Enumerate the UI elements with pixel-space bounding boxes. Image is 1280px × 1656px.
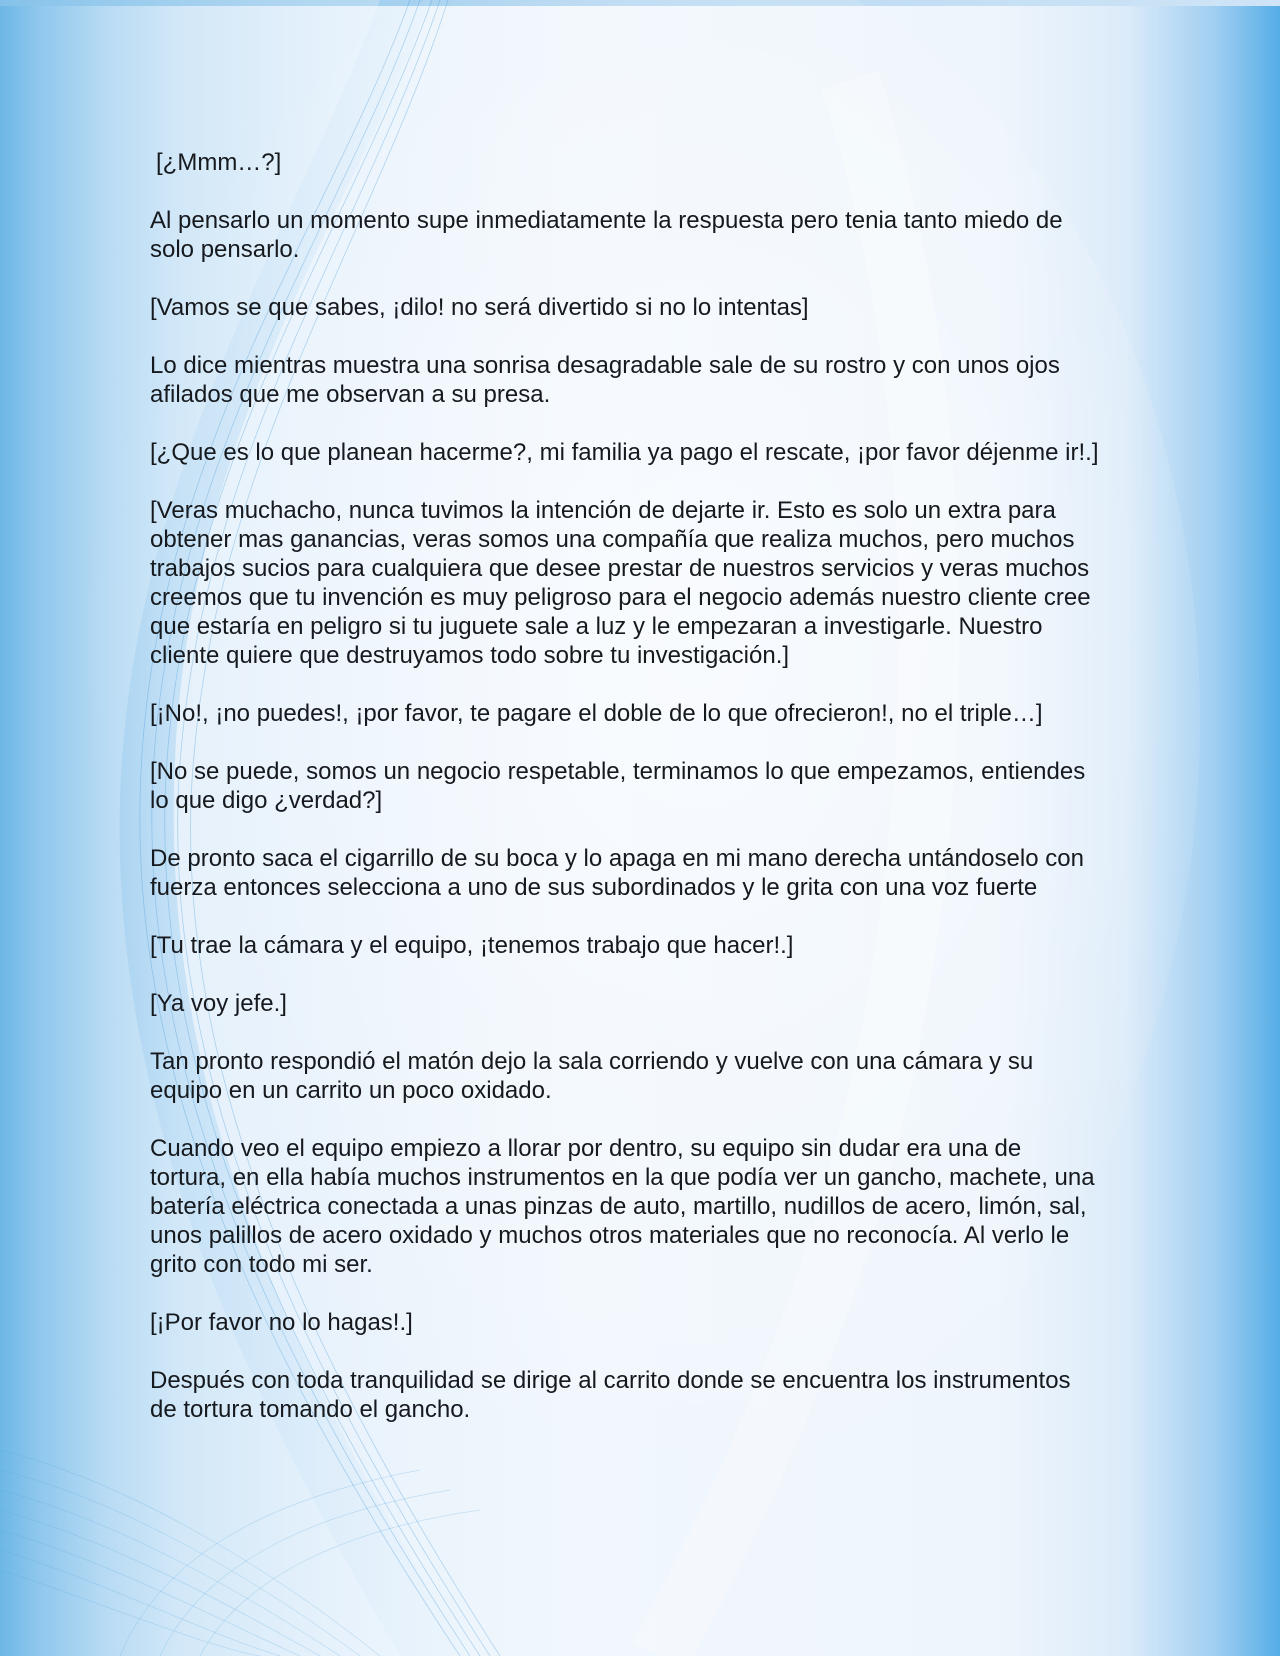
- paragraph: [Veras muchacho, nunca tuvimos la intención de dejarte ir. Esto es solo un extra para obtener mas ganancias, veras somos una compañía que realiza muchos, pero muchos trabajos sucios para cualquiera que desee prestar de nuestros servicios y veras muchos creemos que tu invención es muy peligroso para el negocio además nuestro cliente cree que estaría en peligro si tu juguete sale a luz y le empezaran a investigarle. Nuestro cliente quiere que destruyamos todo sobre tu investigación.]: [150, 497, 1091, 669]
- paragraph: [Tu trae la cámara y el equipo, ¡tenemos trabajo que hacer!.]: [150, 932, 794, 959]
- paragraph: [¿Que es lo que planean hacerme?, mi familia ya pago el rescate, ¡por favor déjenme ir!.]: [150, 439, 1099, 466]
- paragraph: [No se puede, somos un negocio respetable, terminamos lo que empezamos, entiendes lo que digo ¿verdad?]: [150, 758, 1086, 814]
- paragraph: Al pensarlo un momento supe inmediatamente la respuesta pero tenia tanto miedo de solo pensarlo.: [150, 207, 1063, 263]
- paragraph: [Vamos se que sabes, ¡dilo! no será divertido si no lo intentas]: [150, 294, 809, 321]
- paragraph: [¿Mmm…?]: [156, 149, 282, 176]
- story-text: [150, 148, 1100, 1453]
- paragraph: Tan pronto respondió el matón dejo la sala corriendo y vuelve con una cámara y su equipo en un carrito un poco oxidado.: [150, 1048, 1034, 1104]
- paragraph: [¡No!, ¡no puedes!, ¡por favor, te pagare el doble de lo que ofrecieron!, no el triple…]: [150, 700, 1043, 727]
- paragraph: De pronto saca el cigarrillo de su boca y lo apaga en mi mano derecha untándoselo con fuerza entonces selecciona a uno de sus subordinados y le grita con una voz fuerte: [150, 845, 1084, 901]
- paragraph: [¡Por favor no lo hagas!.]: [150, 1309, 413, 1336]
- paragraph: Después con toda tranquilidad se dirige al carrito donde se encuentra los instrumentos de tortura tomando el gancho.: [150, 1367, 1071, 1423]
- paragraph: Cuando veo el equipo empiezo a llorar por dentro, su equipo sin dudar era una de tortura, en ella había muchos instrumentos en la que podía ver un gancho, machete, una batería eléctrica conectada a unas pinzas de auto, martillo, nudillos de acero, limón, sal, unos palillos de acero oxidado y muchos otros materiales que no reconocía. Al verlo le grito con todo mi ser.: [150, 1135, 1095, 1278]
- paragraph: [Ya voy jefe.]: [150, 990, 287, 1017]
- paragraph: Lo dice mientras muestra una sonrisa desagradable sale de su rostro y con unos ojos afilados que me observan a su presa.: [150, 352, 1060, 408]
